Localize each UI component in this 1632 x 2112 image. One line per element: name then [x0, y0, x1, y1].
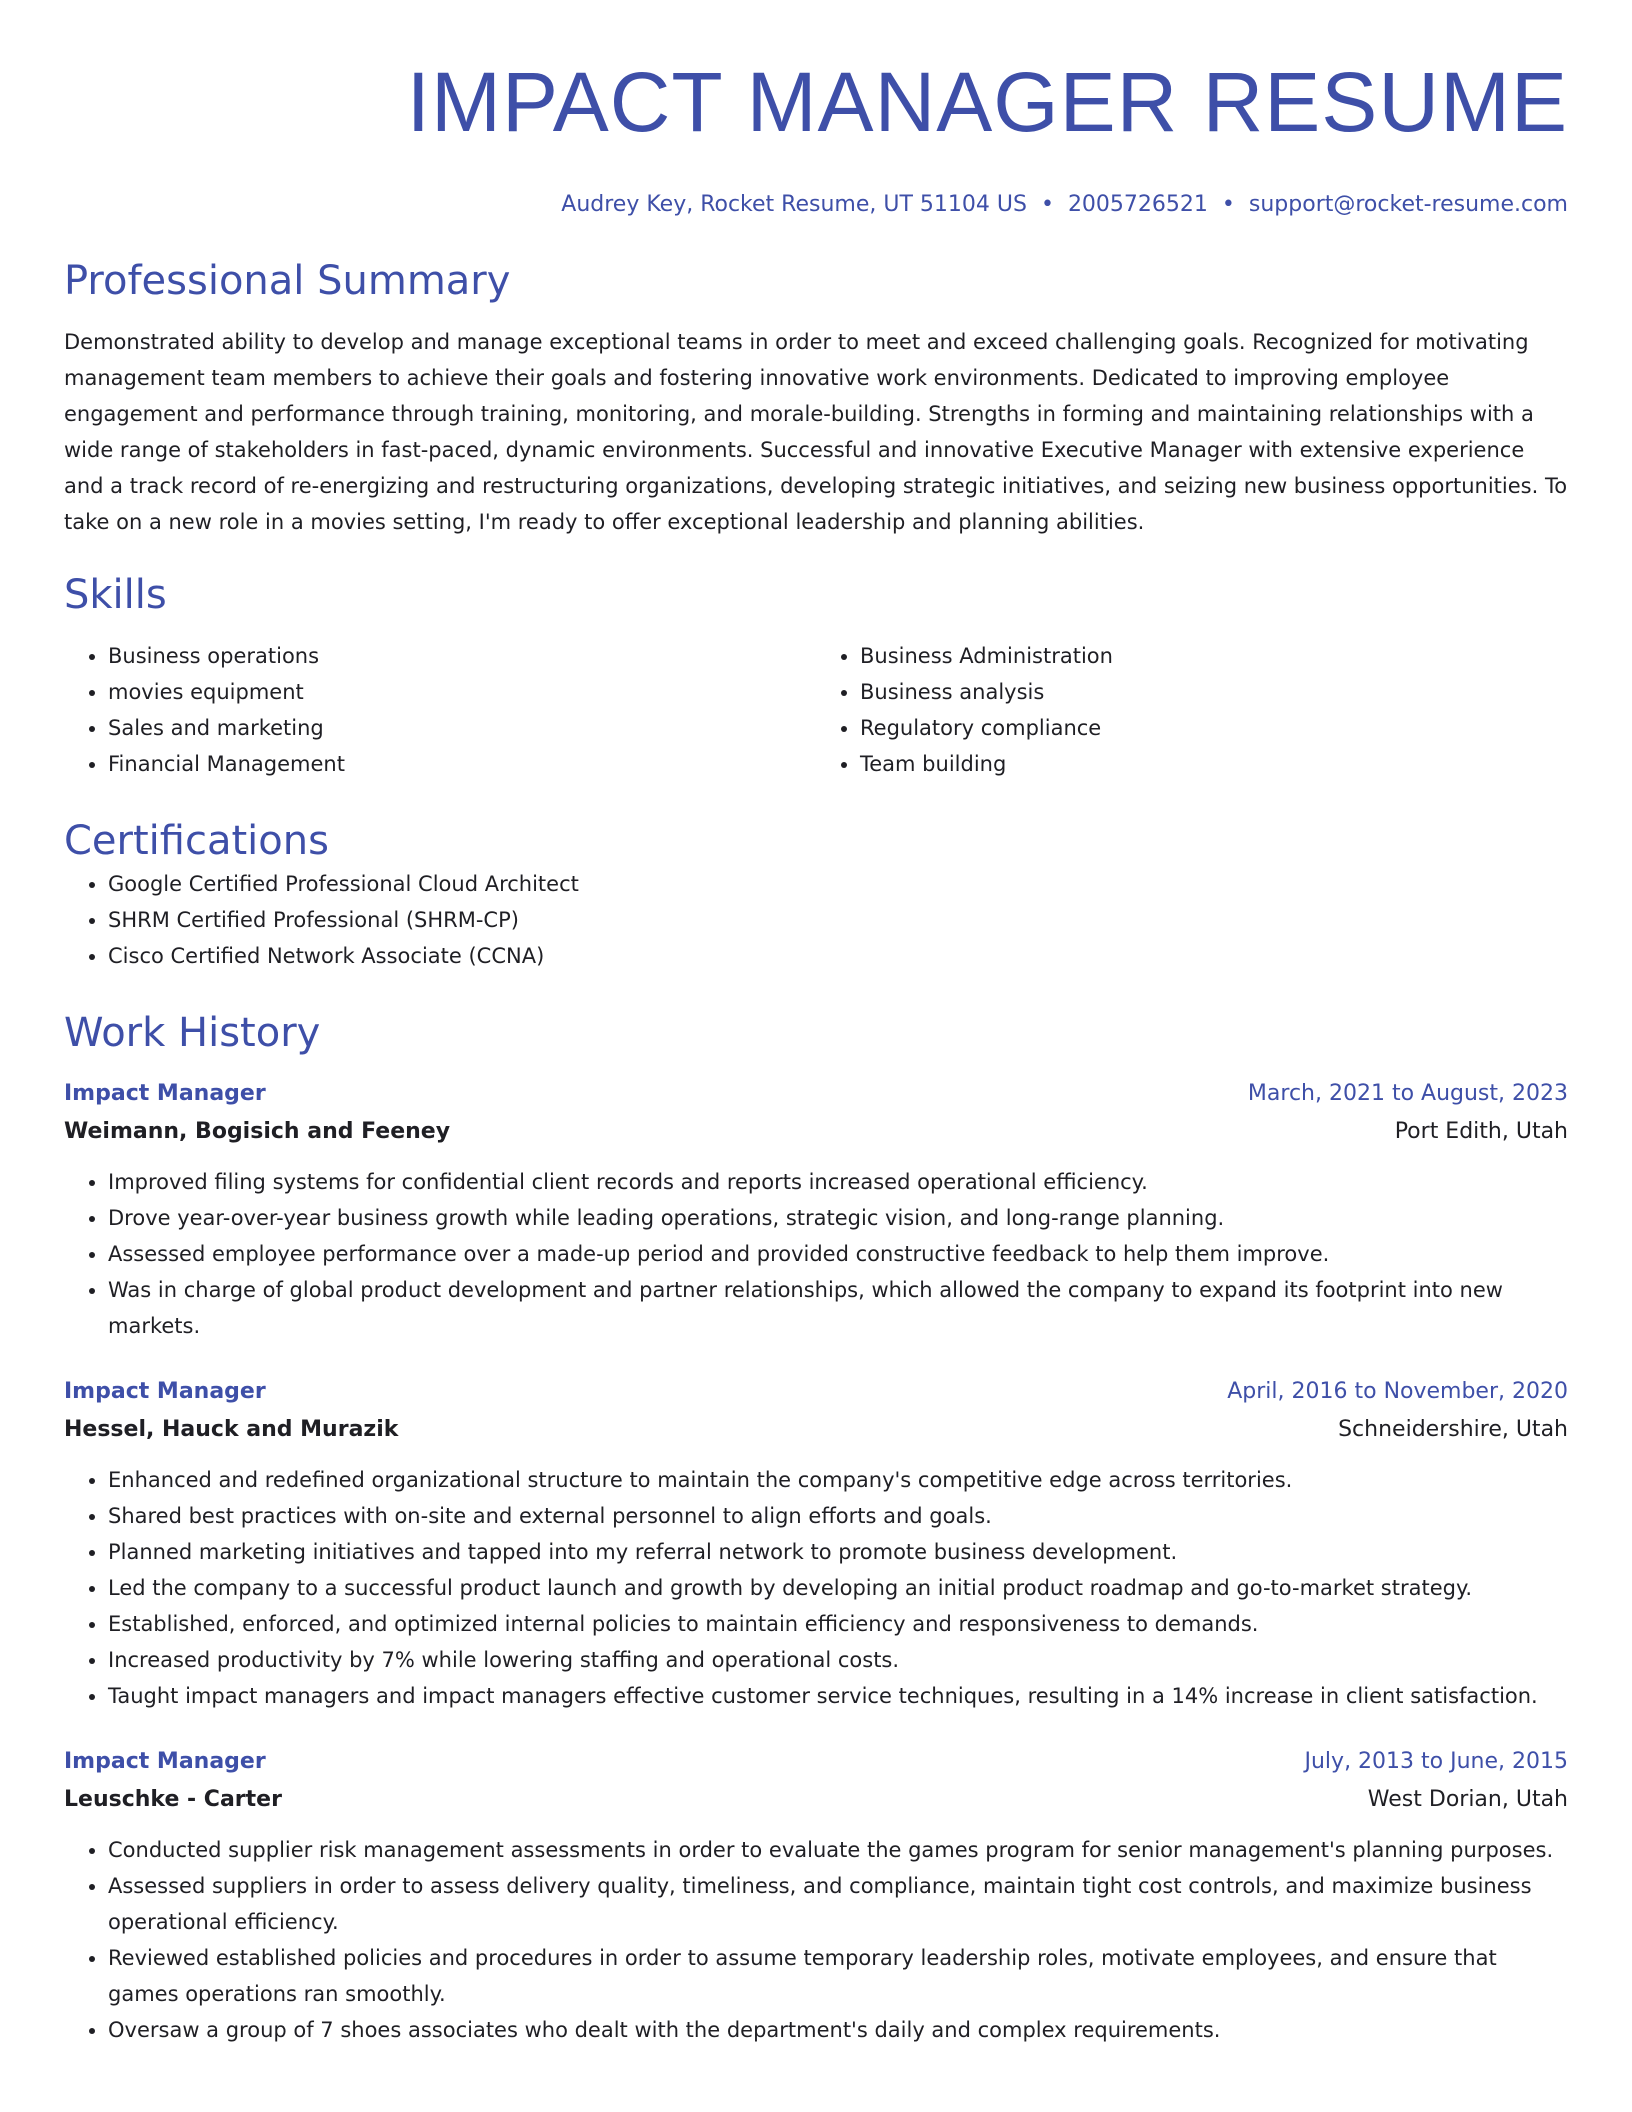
skill-item: • Sales and marketing	[108, 710, 816, 746]
job-company: Weimann, Bogisich and Feeney	[64, 1119, 451, 1144]
skill-item: • Regulatory compliance	[860, 710, 1568, 746]
certification-item: • Google Certified Professional Cloud Architect	[108, 866, 1568, 902]
resume-header	[64, 50, 1568, 220]
job-responsibilities	[64, 1164, 1568, 1344]
contact-line	[64, 190, 1568, 220]
job-company-row	[64, 1410, 1568, 1450]
job-title: Impact Manager	[64, 1749, 266, 1774]
skill-item: • Business operations	[108, 638, 816, 674]
summary-text: Demonstrated ability to develop and manage exceptional teams in order to meet and exceed challenging goals. Recognized for motivating management team members to achieve their goals and fostering innovative work environments. Dedicated to improving employee engagement and performance through training, monitoring, and morale-building. Strengths in forming and maintaining relationships with a wide range of stakeholders in fast-paced, dynamic environments. Successful and innovative Executive Manager with extensive experience and a track record of re-energizing and restructuring organizations, developing strategic initiatives, and seizing new business opportunities. To take on a new role in a movies setting, I'm ready to offer exceptional leadership and planning abilities.	[64, 330, 1568, 534]
job-company-row	[64, 1780, 1568, 1820]
job-header-row	[64, 1076, 1568, 1112]
job-bullet: • Conducted supplier risk management assessments in order to evaluate the games program for senior management's planning purposes.	[108, 1832, 1568, 1868]
contact-email[interactable]: support@rocket-resume.com	[1248, 192, 1568, 217]
job-location: West Dorian, Utah	[1367, 1787, 1568, 1812]
job-dates: March, 2021 to August, 2023	[1247, 1081, 1568, 1106]
job-entry	[64, 1076, 1568, 1344]
job-company-row	[64, 1112, 1568, 1152]
contact-address: Audrey Key, Rocket Resume, UT 51104 US	[561, 192, 1027, 217]
skill-item: • Financial Management	[108, 746, 816, 782]
job-company: Leuschke - Carter	[64, 1787, 282, 1812]
resume-title: IMPACT MANAGER RESUME	[406, 55, 1568, 149]
job-location: Schneidershire, Utah	[1338, 1417, 1568, 1442]
contact-separator: •	[1221, 192, 1235, 217]
section-heading-summary: Professional Summary	[64, 258, 511, 304]
job-bullet: • Was in charge of global product development and partner relationships, which allowed the company to expand its footprint into new markets.	[108, 1272, 1568, 1344]
job-bullet: • Improved filing systems for confidential client records and reports increased operational efficiency.	[108, 1164, 1568, 1200]
job-bullet: • Drove year-over-year business growth while leading operations, strategic vision, and long-range planning.	[108, 1200, 1568, 1236]
skill-item: • Business analysis	[860, 674, 1568, 710]
job-header-row	[64, 1374, 1568, 1410]
job-dates: July, 2013 to June, 2015	[1304, 1749, 1568, 1774]
job-bullet: • Oversaw a group of 7 shoes associates who dealt with the department's daily and complex requirements.	[108, 2012, 1568, 2048]
contact-separator: •	[1040, 192, 1054, 217]
job-bullet: • Assessed employee performance over a made-up period and provided constructive feedback to help them improve.	[108, 1236, 1568, 1272]
job-responsibilities	[64, 1462, 1568, 1714]
certification-item: • SHRM Certified Professional (SHRM-CP)	[108, 902, 1568, 938]
certification-item: • Cisco Certified Network Associate (CCNA)	[108, 938, 1568, 974]
job-header-row	[64, 1744, 1568, 1780]
job-bullet: • Taught impact managers and impact managers effective customer service techniques, resulting in a 14% increase in client satisfaction.	[108, 1678, 1568, 1714]
job-bullet: • Assessed suppliers in order to assess delivery quality, timeliness, and compliance, maintain tight cost controls, and maximize business operational efficiency.	[108, 1868, 1568, 1940]
skills-list	[64, 638, 1568, 782]
job-location: Port Edith, Utah	[1394, 1119, 1568, 1144]
job-bullet: • Shared best practices with on-site and external personnel to align efforts and goals.	[108, 1498, 1568, 1534]
section-heading-skills: Skills	[64, 572, 167, 618]
job-bullet: • Established, enforced, and optimized internal policies to maintain efficiency and responsiveness to demands.	[108, 1606, 1568, 1642]
job-entry	[64, 1744, 1568, 2048]
section-heading-work-history: Work History	[64, 1010, 321, 1056]
skill-item: • Team building	[860, 746, 1568, 782]
section-heading-certifications: Certifications	[64, 818, 329, 864]
skills-column-right	[816, 638, 1568, 782]
certifications-list	[64, 866, 1568, 974]
job-responsibilities	[64, 1832, 1568, 2048]
contact-phone: 2005726521	[1067, 192, 1208, 217]
job-bullet: • Enhanced and redefined organizational structure to maintain the company's competitive edge across territories.	[108, 1462, 1568, 1498]
job-bullet: • Reviewed established policies and procedures in order to assume temporary leadership roles, motivate employees, and ensure that games operations ran smoothly.	[108, 1940, 1568, 2012]
job-bullet: • Planned marketing initiatives and tapped into my referral network to promote business development.	[108, 1534, 1568, 1570]
skill-item: • movies equipment	[108, 674, 816, 710]
job-title: Impact Manager	[64, 1081, 266, 1106]
skill-item: • Business Administration	[860, 638, 1568, 674]
job-bullet: • Increased productivity by 7% while lowering staffing and operational costs.	[108, 1642, 1568, 1678]
job-entry	[64, 1374, 1568, 1714]
job-company: Hessel, Hauck and Murazik	[64, 1417, 399, 1442]
job-bullet: • Led the company to a successful product launch and growth by developing an initial product roadmap and go-to-market strategy.	[108, 1570, 1568, 1606]
job-title: Impact Manager	[64, 1379, 266, 1404]
job-dates: April, 2016 to November, 2020	[1227, 1379, 1568, 1404]
skills-column-left	[64, 638, 816, 782]
